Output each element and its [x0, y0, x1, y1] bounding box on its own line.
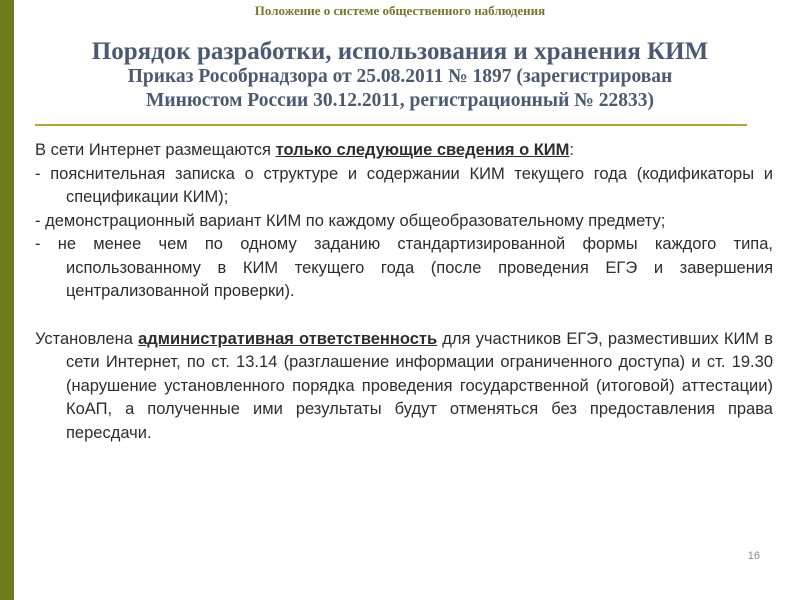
header-note: Положение о системе общественного наблюдения	[254, 3, 546, 18]
liability-emphasis: административная ответственность	[138, 329, 438, 348]
intro-paragraph	[35, 139, 773, 163]
liability-text-rest: для участников ЕГЭ, разместивших КИМ в сети Интернет, по ст. 13.14 (разглашение информации ограниченного доступа) и ст. 19.30 (нарушение установленного порядка проведения государственной (итоговой) аттестации) КоАП, а полученные ими результаты будут отменяться без предоставления права пересдачи.	[66, 329, 773, 442]
intro-emphasis: только следующие сведения о КИМ	[275, 141, 570, 159]
slide-subtitle-line-1: Приказ Рособрнадзора от 25.08.2011 № 1897 (зарегистрирован	[127, 66, 673, 87]
list-item: - демонстрационный вариант КИМ по каждому общеобразовательному предмету;	[35, 211, 666, 230]
slide-subtitle-line-2: Минюстом России 30.12.2011, регистрационный № 22833)	[146, 90, 654, 111]
left-accent-bar	[0, 0, 14, 600]
slide-title: Порядок разработки, использования и хранения КИМ	[91, 38, 709, 65]
liability-paragraph	[35, 328, 773, 446]
page-number: 16	[747, 550, 760, 562]
title-divider	[35, 124, 747, 126]
slide-body	[35, 139, 773, 445]
liability-text-start: Установлена	[35, 329, 139, 348]
intro-colon: :	[569, 141, 575, 159]
intro-text: В сети Интернет размещаются	[35, 141, 276, 159]
list-item: - не менее чем по одному заданию стандартизированной формы каждого типа, использованному в КИМ текущего года (после проведения ЕГЭ и завершения централизованной проверки).	[35, 235, 773, 300]
list-item: - пояснительная записка о структуре и содержании КИМ текущего года (кодификаторы и спецификации КИМ);	[35, 164, 773, 206]
slide-title-block	[30, 38, 770, 113]
paragraph-spacer	[35, 304, 773, 328]
